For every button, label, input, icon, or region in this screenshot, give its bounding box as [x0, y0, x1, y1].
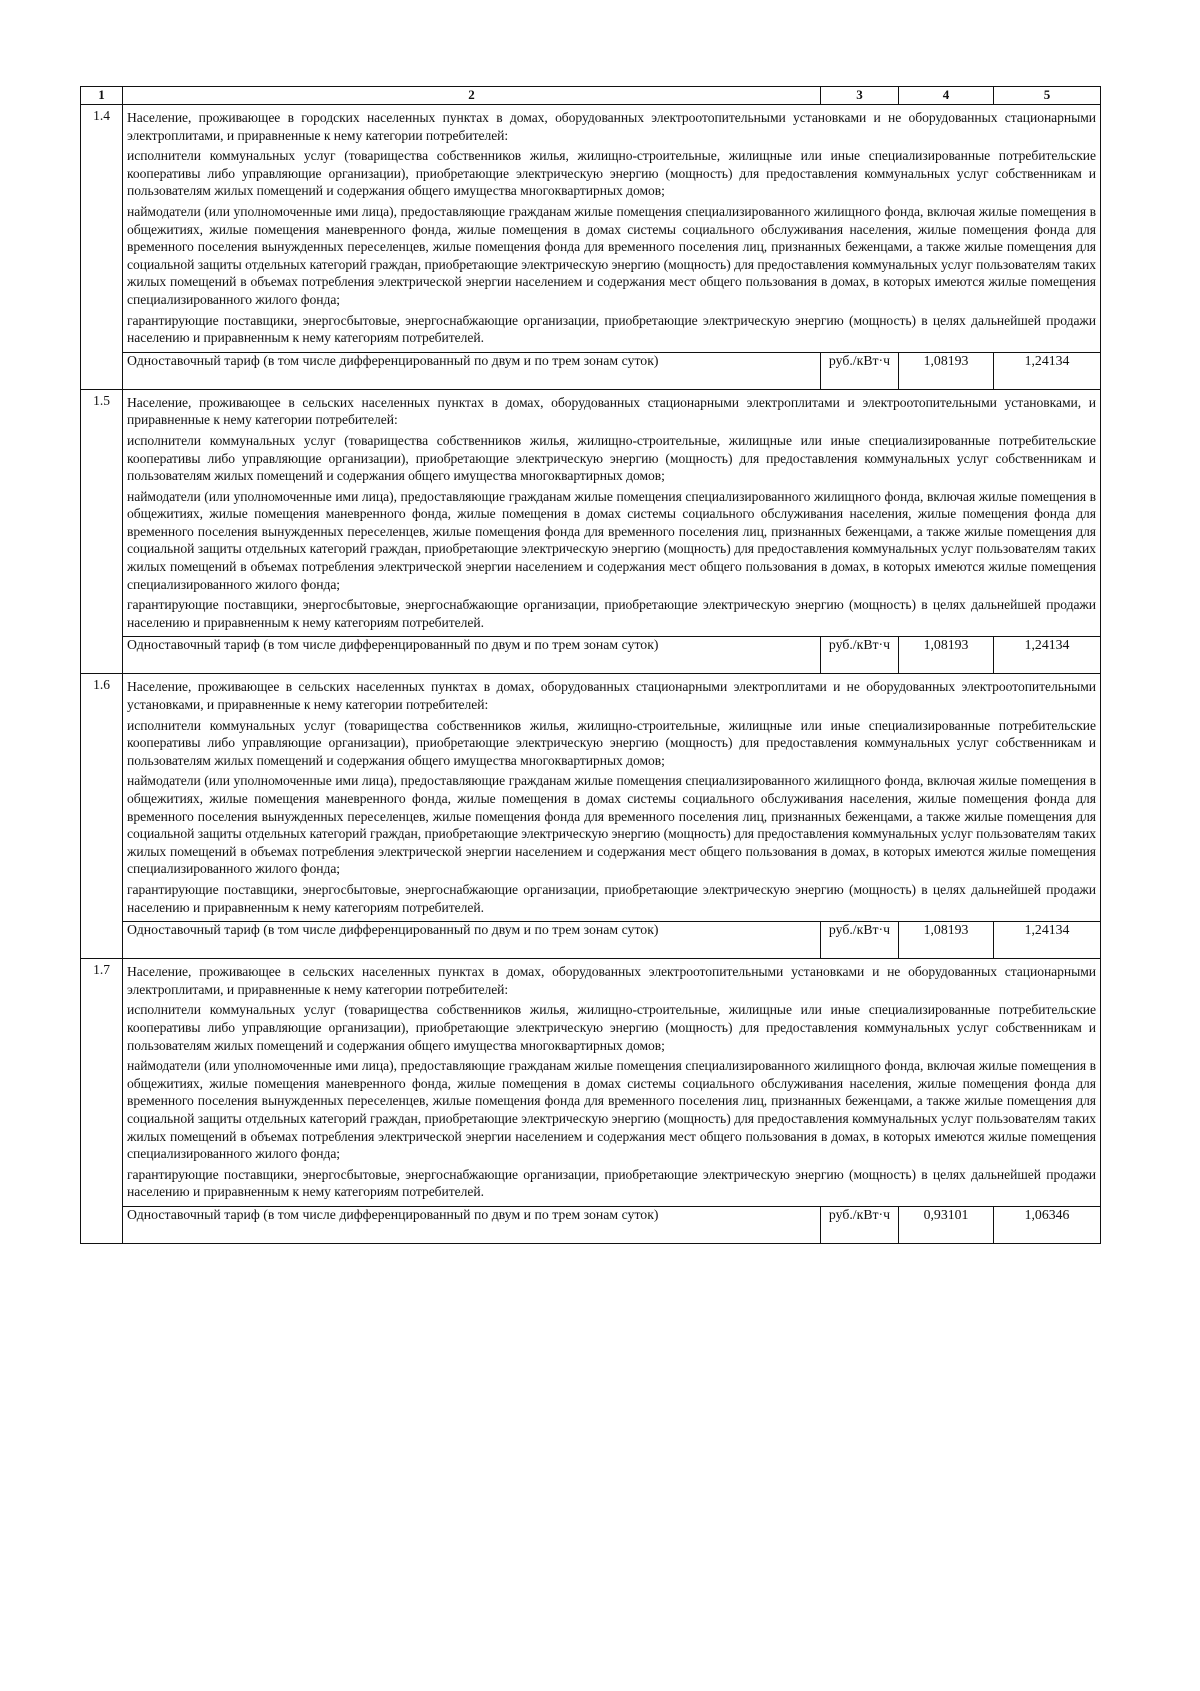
tariff-row — [81, 922, 1101, 959]
tariff-unit: руб./кВт·ч — [821, 1206, 899, 1243]
section-row — [81, 959, 1101, 1207]
section-paragraph: гарантирующие поставщики, энергосбытовые, энергоснабжающие организации, приобретающие электрическую энергию (мощность) в целях дальнейшей продажи населению и приравненным к нему категориям потребителей. — [127, 597, 1096, 630]
tariff-value-col5: 1,24134 — [994, 637, 1101, 674]
tariff-value-col5: 1,24134 — [994, 922, 1101, 959]
header-col-5: 5 — [994, 87, 1101, 105]
tariff-value-col4: 0,93101 — [899, 1206, 994, 1243]
tariff-row — [81, 352, 1101, 389]
section-row — [81, 674, 1101, 922]
header-col-4: 4 — [899, 87, 994, 105]
section-description — [123, 389, 1101, 637]
section-paragraph: гарантирующие поставщики, энергосбытовые, энергоснабжающие организации, приобретающие электрическую энергию (мощность) в целях дальнейшей продажи населению и приравненным к нему категориям потребителей. — [127, 312, 1096, 346]
header-col-2: 2 — [123, 87, 821, 105]
section-heading-paragraph: Население, проживающее в сельских населенных пунктах в домах, оборудованных стационарными электроплитами и не оборудованных электроотопительными установками, и приравненные к нему категории потребителей: — [127, 679, 1096, 713]
section-number: 1.6 — [81, 674, 123, 959]
section-paragraph: исполнители коммунальных услуг (товарищества собственников жилья, жилищно-строительные, жилищные или иные специализированные потребительские кооперативы либо управляющие организации), приобретающие электрическую энергию (мощность) для предоставления коммунальных услуг собственникам и пользователям жилых помещений и содержания общего имущества многоквартирных домов; — [127, 148, 1096, 199]
section-paragraph: наймодатели (или уполномоченные ими лица), предоставляющие гражданам жилые помещения специализированного жилищного фонда, включая жилые помещения в общежитиях, жилые помещения маневренного фонда, жилые помещения в домах системы социального обслуживания населения, жилые помещения фонда для временного поселения вынужденных переселенцев, жилые помещения фонда для временного поселения лиц, признанных беженцами, а также жилые помещения для социальной защиты отдельных категорий граждан, приобретающие электрическую энергию (мощность) для предоставления коммунальных услуг пользователям таких жилых помещений в объемах потребления электрической энергии населением и содержания мест общего пользования в домах, в которых имеются жилые помещения специализированного жилого фонда; — [127, 488, 1096, 592]
section-paragraph: гарантирующие поставщики, энергосбытовые, энергоснабжающие организации, приобретающие электрическую энергию (мощность) в целях дальнейшей продажи населению и приравненным к нему категориям потребителей. — [127, 1166, 1096, 1200]
tariff-value-col4: 1,08193 — [899, 637, 994, 674]
section-paragraph: исполнители коммунальных услуг (товарищества собственников жилья, жилищно-строительные, жилищные или иные специализированные потребительские кооперативы либо управляющие организации), приобретающие электрическую энергию (мощность) для предоставления коммунальных услуг собственникам и пользователям жилых помещений и содержания общего имущества многоквартирных домов; — [127, 717, 1096, 768]
section-paragraph: гарантирующие поставщики, энергосбытовые, энергоснабжающие организации, приобретающие электрическую энергию (мощность) в целях дальнейшей продажи населению и приравненным к нему категориям потребителей. — [127, 881, 1096, 915]
tariff-value-col5: 1,06346 — [994, 1206, 1101, 1243]
section-number: 1.5 — [81, 389, 123, 674]
section-description — [123, 674, 1101, 922]
tariff-unit: руб./кВт·ч — [821, 352, 899, 389]
section-paragraph: наймодатели (или уполномоченные ими лица), предоставляющие гражданам жилые помещения специализированного жилищного фонда, включая жилые помещения в общежитиях, жилые помещения маневренного фонда, жилые помещения в домах системы социального обслуживания населения, жилые помещения фонда для временного поселения вынужденных переселенцев, жилые помещения фонда для временного поселения лиц, признанных беженцами, а также жилые помещения для социальной защиты отдельных категорий граждан, приобретающие электрическую энергию (мощность) для предоставления коммунальных услуг пользователям таких жилых помещений в объемах потребления электрической энергии населением и содержания мест общего пользования в домах, в которых имеются жилые помещения специализированного жилого фонда; — [127, 203, 1096, 307]
header-col-1: 1 — [81, 87, 123, 105]
section-description — [123, 959, 1101, 1207]
section-description — [123, 105, 1101, 353]
section-paragraph: исполнители коммунальных услуг (товарищества собственников жилья, жилищно-строительные, жилищные или иные специализированные потребительские кооперативы либо управляющие организации), приобретающие электрическую энергию (мощность) для предоставления коммунальных услуг собственникам и пользователям жилых помещений и содержания общего имущества многоквартирных домов; — [127, 1002, 1096, 1053]
section-number: 1.7 — [81, 959, 123, 1244]
section-heading-paragraph: Население, проживающее в сельских населенных пунктах в домах, оборудованных электроотопительными установками и не оборудованных стационарными электроплитами, и приравненные к нему категории потребителей: — [127, 964, 1096, 997]
tariff-label: Одноставочный тариф (в том числе дифференцированный по двум и по трем зонам суток) — [123, 352, 821, 389]
section-paragraph: исполнители коммунальных услуг (товарищества собственников жилья, жилищно-строительные, жилищные или иные специализированные потребительские кооперативы либо управляющие организации), приобретающие электрическую энергию (мощность) для предоставления коммунальных услуг собственникам и пользователям жилых помещений и содержания общего имущества многоквартирных домов; — [127, 432, 1096, 484]
section-number: 1.4 — [81, 105, 123, 390]
section-paragraph: наймодатели (или уполномоченные ими лица), предоставляющие гражданам жилые помещения специализированного жилищного фонда, включая жилые помещения в общежитиях, жилые помещения маневренного фонда, жилые помещения в домах системы социального обслуживания населения, жилые помещения фонда для временного поселения вынужденных переселенцев, жилые помещения фонда для временного поселения лиц, признанных беженцами, а также жилые помещения для социальной защиты отдельных категорий граждан, приобретающие электрическую энергию (мощность) для предоставления коммунальных услуг пользователям таких жилых помещений в объемах потребления электрической энергии населением и содержания мест общего пользования в домах, в которых имеются жилые помещения специализированного жилого фонда; — [127, 1058, 1096, 1162]
tariff-row — [81, 637, 1101, 674]
tariff-value-col5: 1,24134 — [994, 352, 1101, 389]
tariff-label: Одноставочный тариф (в том числе дифференцированный по двум и по трем зонам суток) — [123, 637, 821, 674]
tariff-label: Одноставочный тариф (в том числе дифференцированный по двум и по трем зонам суток) — [123, 1206, 821, 1243]
section-heading-paragraph: Население, проживающее в сельских населенных пунктах в домах, оборудованных стационарными электроплитами и электроотопительными установками, и приравненные к нему категории потребителей: — [127, 394, 1096, 428]
tariff-row — [81, 1206, 1101, 1243]
header-row — [81, 87, 1101, 105]
header-col-3: 3 — [821, 87, 899, 105]
section-row — [81, 105, 1101, 353]
tariff-unit: руб./кВт·ч — [821, 922, 899, 959]
section-heading-paragraph: Население, проживающее в городских населенных пунктах в домах, оборудованных электроотопительными установками и не оборудованных стационарными электроплитами, и приравненные к нему категории потребителей: — [127, 110, 1096, 143]
tariff-table — [80, 86, 1101, 1244]
tariff-unit: руб./кВт·ч — [821, 637, 899, 674]
tariff-value-col4: 1,08193 — [899, 352, 994, 389]
tariff-label: Одноставочный тариф (в том числе дифференцированный по двум и по трем зонам суток) — [123, 922, 821, 959]
section-row — [81, 389, 1101, 637]
tariff-value-col4: 1,08193 — [899, 922, 994, 959]
section-paragraph: наймодатели (или уполномоченные ими лица), предоставляющие гражданам жилые помещения специализированного жилищного фонда, включая жилые помещения в общежитиях, жилые помещения маневренного фонда, жилые помещения в домах системы социального обслуживания населения, жилые помещения фонда для временного поселения вынужденных переселенцев, жилые помещения фонда для временного поселения лиц, признанных беженцами, а также жилые помещения для социальной защиты отдельных категорий граждан, приобретающие электрическую энергию (мощность) для предоставления коммунальных услуг пользователям таких жилых помещений в объемах потребления электрической энергии населением и содержания мест общего пользования в домах, в которых имеются жилые помещения специализированного жилого фонда; — [127, 773, 1096, 877]
